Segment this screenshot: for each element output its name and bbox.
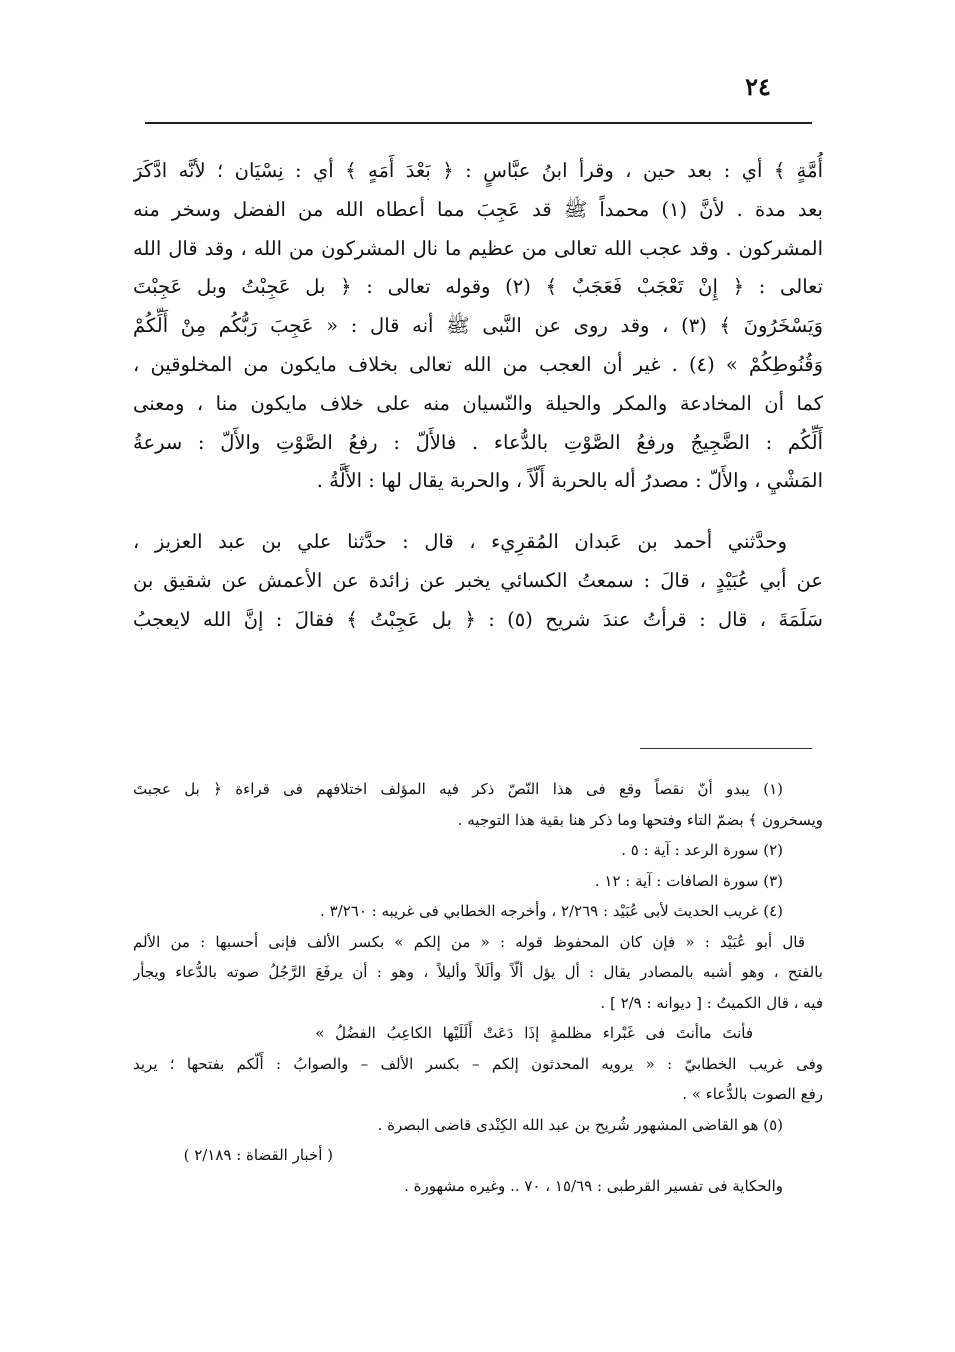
footnote-4-poem: فأنتَ ماأنتَ فى غَبْراء مظلمةٍ إذَا دَعَتْ أَلَلَيْها الكاعِبُ الفضُلُ » — [315, 1024, 753, 1042]
text-line: وَقُنُوطِكُمْ » (٤) . غير أن العجب من الله تعالى بخلاف مايكون من المخلوقين ، — [133, 352, 823, 376]
text-line: أُمَّةٍ ﴾ أي : بعد حين ، وقرأ ابنُ عبَّاسٍ : ﴿ بَعْدَ أَمَهٍ ﴾ أي : نِسْيَان ؛ لأنَّه ادَّكَرَ — [133, 159, 823, 182]
text-line: كما أن المخادعة والمكر والحيلة والنّسيان منه على خلاف مايكون منا ، ومعنى — [133, 391, 823, 415]
text-line: سَلَمَةَ ، قال : قرأتُ عندَ شريح (٥) : ﴿ بل عَجِبْتُ ﴾ فقالَ : إنَّ الله لايعجبُ — [133, 607, 823, 631]
footnote-rule — [640, 748, 812, 749]
paragraph-gap — [133, 501, 823, 523]
footnote-1-cont: ويسخرون ﴾ بضمّ التاء وفتحها وما ذكر هنا بقية هذا التوجيه . — [457, 810, 823, 829]
footnote-3: (٣) سورة الصافات : آية : ١٢ . — [594, 871, 783, 890]
footnote-5-cont: والحكاية فى تفسير القرطبى : ١٥/٦٩ ، ٧٠ .. وغيره مشهورة . — [404, 1176, 783, 1195]
text-line: عن أبي عُبَيْدٍ ، قالَ : سمعتُ الكسائي يخبر عن زائدة عن الأعمش عن شقيق بن — [133, 568, 823, 592]
text-line: وَيَسْخَرُونَ ﴾ (٣) ، وقد روى عن النَّبى ﷺ أنه قال : « عَجِبَ رَبُّكُم مِنْ أَلِّكُمْ — [133, 314, 823, 338]
footnote-5-reference: ( أخبار القضاة : ٢/١٨٩ ) — [183, 1146, 333, 1164]
text-line: تعالى : ﴿ إِنْ تَعْجَبْ فَعَجَبٌ ﴾ (٢) وقوله تعالى : ﴿ بل عَجِبْتُ وبل عَجِبْتَ — [133, 275, 823, 299]
footnotes — [133, 774, 823, 1201]
footnote-4-cont: قال أبو عُبَيْد : « فإن كان المحفوظ قوله : « من إلكم » بكسر الألف فإنى أحسبها : من الألم — [133, 932, 805, 951]
footnote-5: (٥) هو القاضى المشهور شُريح بن عبد الله الكِنْدى قاضى البصرة . — [377, 1115, 783, 1134]
text-line: المشركون . وقد عجب الله تعالى من عظيم ما نال المشركون من الله ، وقد قال الله — [133, 236, 823, 260]
text-line: بعد مدة . لأنَّ (١) محمداً ﷺ قد عَجِبَ مما أعطاه الله من الفضل وسخر منه — [133, 197, 823, 221]
footnote-2: (٢) سورة الرعد : آية : ٥ . — [621, 841, 783, 859]
main-text — [133, 152, 823, 640]
footnote-4-cont: فيه ، قال الكميتُ : [ ديوانه : ٢/٩ ] . — [600, 993, 823, 1012]
text-line: وحدَّثني أحمد بن عَبدان المُقرِيء ، قال : حدَّثنا علي بن عبد العزيز ، — [133, 530, 787, 554]
footnote-4: (٤) غريب الحديث لأبى عُبَيْد : ٢/٢٦٩ ، وأخرجه الخطابي فى غريبه : ٣/٢٦٠ . — [320, 902, 783, 920]
text-line: أَلِّكُم : الضَّجِيجُ ورفعُ الصَّوْتِ بالدُّعاء . فالأَلّ : رفعُ الصَّوْتِ والأَلّ : سرعةُ — [133, 430, 823, 454]
footnote-4-cont: بالفتح ، وهو أشبه بالمصادر يقال : أل يؤل ألّاً وألَلاً وأليلاً ، وهو : أن يرفَعَ الرَّجُلُ صوته بالدُّعاء ويجأر — [133, 963, 823, 981]
footnote-4-cont: وفى غريب الخطابيّ : « يرويه المحدثون إلكم – بكسر الألف – والصوابُ : أَلّكم بفتحها ؛ يريد — [133, 1054, 823, 1073]
header-rule — [145, 122, 812, 124]
page-number: ٢٤ — [745, 72, 771, 101]
footnote-1: (١) يبدو أنّ نقصاً وقع فى هذا النّصّ ذكر فيه المؤلف اختلافهم فى قراءة ﴿ بل عجبتَ — [133, 780, 783, 798]
text-line: المَشْيِ ، والأَلّ : مصدرُ أله بالحربة أَلّاً ، والحربة يقال لها : الأَلَّةُ . — [316, 469, 823, 493]
footnote-4-cont: رفع الصوت بالدُّعاء » . — [682, 1085, 823, 1103]
